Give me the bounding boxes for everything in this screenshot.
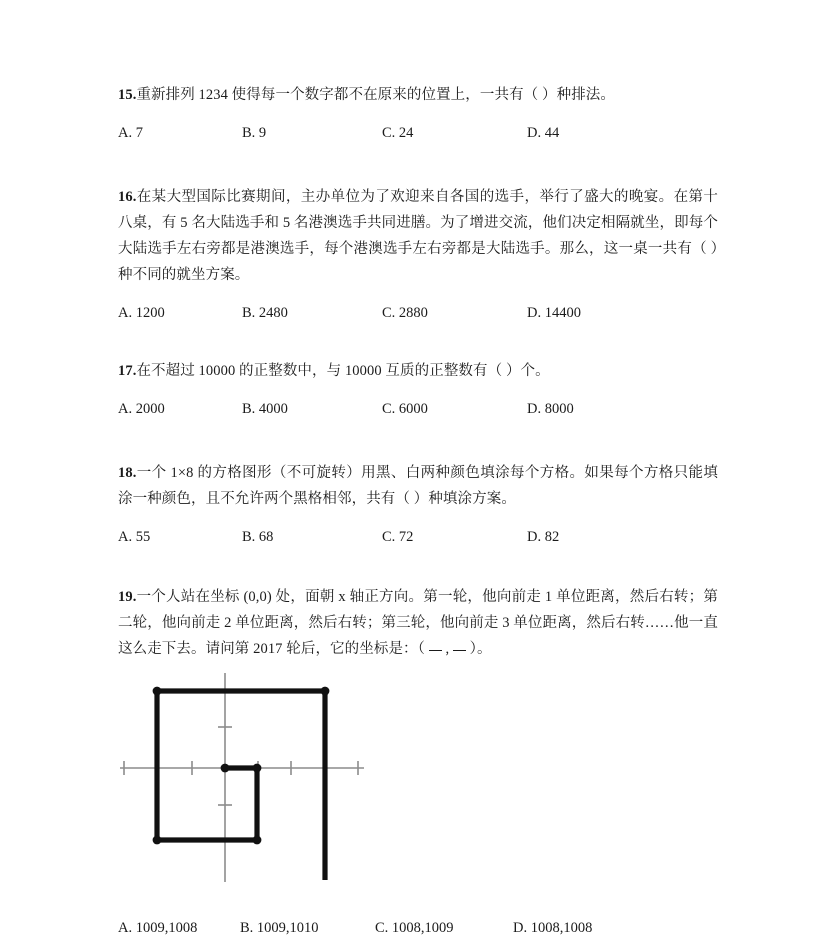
question-17-option-b[interactable]: B. 4000 — [242, 401, 288, 417]
question-16-option-a[interactable]: A. 1200 — [118, 305, 165, 321]
question-15-option-a[interactable]: A. 7 — [118, 125, 143, 141]
question-17-option-c[interactable]: C. 6000 — [382, 401, 428, 417]
question-17-text: 在不超过 10000 的正整数中，与 10000 互质的正整数有（ ）个。 — [136, 363, 550, 379]
question-15-stem — [118, 82, 718, 108]
question-list — [118, 82, 718, 939]
question-16-option-c[interactable]: C. 2880 — [382, 305, 428, 321]
question-16-number: 16 — [118, 189, 133, 205]
vertex-5 — [321, 687, 330, 696]
question-19-dot: . — [132, 589, 137, 605]
spacer-18-19 — [118, 548, 718, 584]
question-19-separator: , — [441, 641, 453, 657]
question-16-dot: . — [132, 189, 137, 205]
question-16-options — [118, 302, 718, 324]
vertex-2 — [253, 836, 262, 845]
question-19-option-c[interactable]: C. 1008,1009 — [375, 920, 454, 936]
question-15-text: 重新排列 1234 使得每一个数字都不在原来的位置上，一共有（ ）种排法。 — [136, 87, 616, 103]
question-15-number: 15 — [118, 87, 133, 103]
question-16-stem — [118, 184, 718, 288]
question-19 — [118, 584, 718, 939]
question-18-dot: . — [132, 465, 137, 481]
question-16-option-d[interactable]: D. 14400 — [527, 305, 581, 321]
question-17-number: 17 — [118, 363, 133, 379]
question-16 — [118, 184, 718, 324]
question-16-text: 在某大型国际比赛期间，主办单位为了欢迎来自各国的选手，举行了盛大的晚宴。在第十八桌，有 5 名大陆选手和 5 名港澳选手共同进膳。为了增进交流，他们决定相隔就坐，即每个大陆选手左右旁都是港澳选手，每个港澳选手左右旁都是大陆选手。那么，这一桌一共有（ ）种不同的就坐方案。 — [118, 189, 718, 283]
question-19-option-b[interactable]: B. 1009,1010 — [240, 920, 319, 936]
question-17-options — [118, 398, 718, 420]
spacer-17-18 — [118, 420, 718, 460]
spacer-15-16 — [118, 144, 718, 184]
question-19-option-a[interactable]: A. 1009,1008 — [118, 920, 198, 936]
vertex-1 — [253, 764, 262, 773]
question-17-option-d[interactable]: D. 8000 — [527, 401, 574, 417]
question-18-options — [118, 526, 718, 548]
question-19-stem — [118, 584, 718, 662]
vertex-origin — [221, 764, 230, 773]
question-18-option-a[interactable]: A. 55 — [118, 529, 151, 545]
question-19-number: 19 — [118, 589, 133, 605]
question-17-stem — [118, 358, 718, 384]
question-15-option-c[interactable]: C. 24 — [382, 125, 414, 141]
question-18-option-b[interactable]: B. 68 — [242, 529, 274, 545]
question-18-option-c[interactable]: C. 72 — [382, 529, 414, 545]
question-18 — [118, 460, 718, 548]
vertex-3 — [153, 836, 162, 845]
question-18-option-d[interactable]: D. 82 — [527, 529, 560, 545]
question-15-dot: . — [132, 87, 137, 103]
answer-blank-y[interactable] — [453, 650, 466, 651]
question-17-dot: . — [132, 363, 137, 379]
question-15-option-b[interactable]: B. 9 — [242, 125, 267, 141]
question-16-option-b[interactable]: B. 2480 — [242, 305, 288, 321]
question-18-stem — [118, 460, 718, 512]
question-17 — [118, 358, 718, 420]
question-19-text-part1: 一个人站在坐标 (0,0) 处，面朝 x 轴正方向。第一轮，他向前走 1 单位距离，然后右转；第二轮，他向前走 2 单位距离，然后右转；第三轮，他向前走 3 单位距离，然后右转……他一直这么走下去。请问第 2017 轮后，它的坐标是：（ — [118, 589, 718, 657]
spiral-walk-svg — [118, 670, 418, 915]
spiral-walk-figure — [118, 670, 718, 915]
answer-blank-x[interactable] — [429, 650, 442, 651]
vertex-4 — [153, 687, 162, 696]
question-18-text: 一个 1×8 的方格图形（不可旋转）用黑、白两种颜色填涂每个方格。如果每个方格只能填涂一种颜色，且不允许两个黑格相邻，共有（ ）种填涂方案。 — [118, 465, 718, 507]
question-19-options — [118, 917, 718, 939]
question-15 — [118, 82, 718, 144]
question-19-text-part2: ）。 — [465, 641, 492, 657]
spiral-path — [157, 691, 325, 880]
question-15-option-d[interactable]: D. 44 — [527, 125, 560, 141]
spacer-16-17 — [118, 324, 718, 358]
question-17-option-a[interactable]: A. 2000 — [118, 401, 165, 417]
question-18-number: 18 — [118, 465, 133, 481]
question-19-option-d[interactable]: D. 1008,1008 — [513, 920, 593, 936]
question-15-options — [118, 122, 718, 144]
